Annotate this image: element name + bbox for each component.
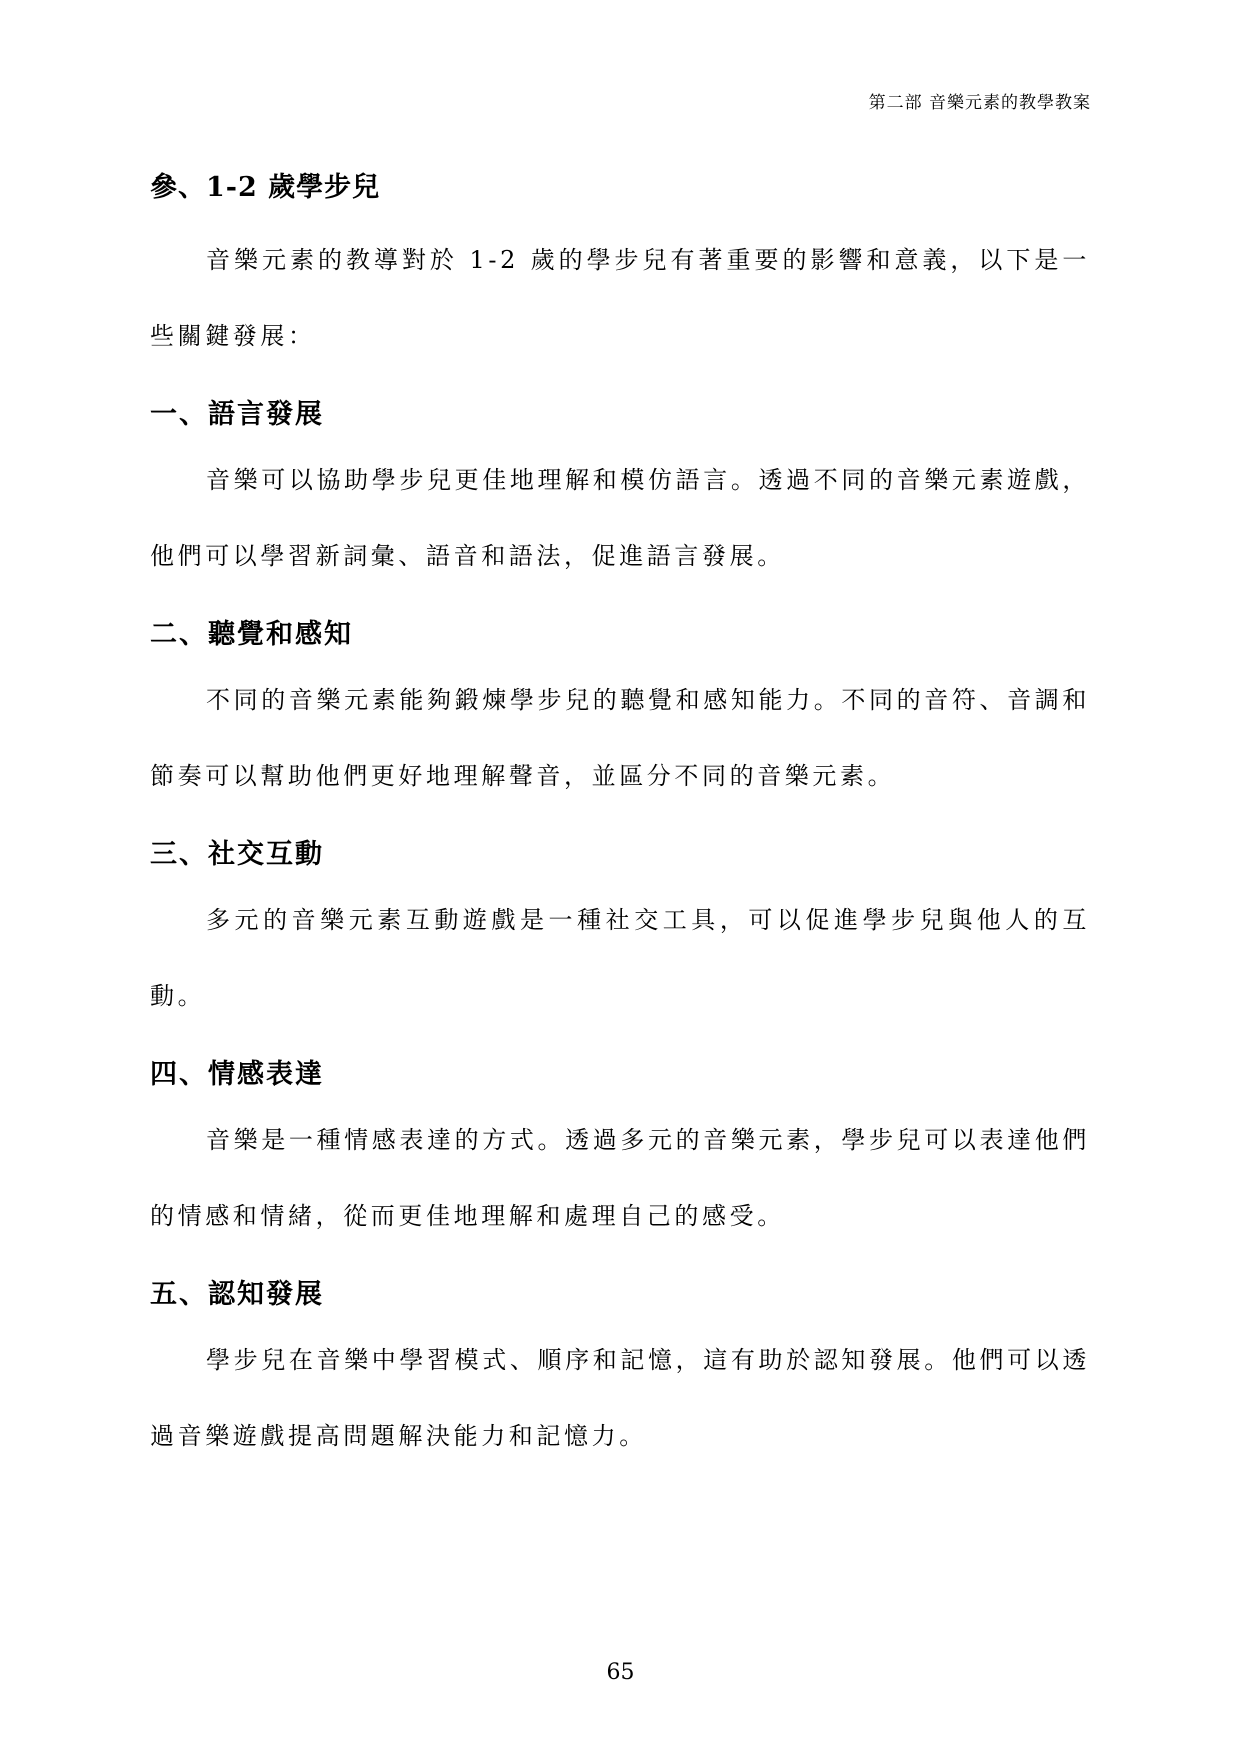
section-social	[150, 828, 1090, 1034]
section-heading: 二、聽覺和感知	[150, 619, 353, 650]
section-cognition	[150, 1268, 1090, 1474]
section-heading: 五、認知發展	[150, 1279, 324, 1310]
section-paragraph: 音樂可以協助學步兒更佳地理解和模仿語言。透過不同的音樂元素遊戲，他們可以學習新詞彙、語音和語法，促進語言發展。	[150, 466, 1090, 570]
section-heading: 三、社交互動	[150, 839, 324, 870]
running-header: 第二部 音樂元素的教學教案	[868, 93, 1091, 113]
section-heading: 一、語言發展	[150, 399, 324, 430]
page-number: 65	[606, 1660, 635, 1685]
chapter-title: 參、1-2 歲學步兒	[150, 172, 381, 203]
section-language	[150, 388, 1090, 594]
intro-paragraph: 音樂元素的教導對於 1-2 歲的學步兒有著重要的影響和意義，以下是一些關鍵發展：	[150, 246, 1090, 350]
section-emotion	[150, 1048, 1090, 1254]
page-content	[150, 158, 1090, 1488]
section-hearing	[150, 608, 1090, 814]
section-paragraph: 音樂是一種情感表達的方式。透過多元的音樂元素，學步兒可以表達他們的情感和情緒，從而更佳地理解和處理自己的感受。	[150, 1126, 1090, 1230]
section-heading: 四、情感表達	[150, 1059, 324, 1090]
section-paragraph: 不同的音樂元素能夠鍛煉學步兒的聽覺和感知能力。不同的音符、音調和節奏可以幫助他們更好地理解聲音，並區分不同的音樂元素。	[150, 686, 1090, 790]
section-paragraph: 多元的音樂元素互動遊戲是一種社交工具，可以促進學步兒與他人的互動。	[150, 906, 1090, 1010]
section-paragraph: 學步兒在音樂中學習模式、順序和記憶，這有助於認知發展。他們可以透過音樂遊戲提高問題解決能力和記憶力。	[150, 1346, 1090, 1450]
